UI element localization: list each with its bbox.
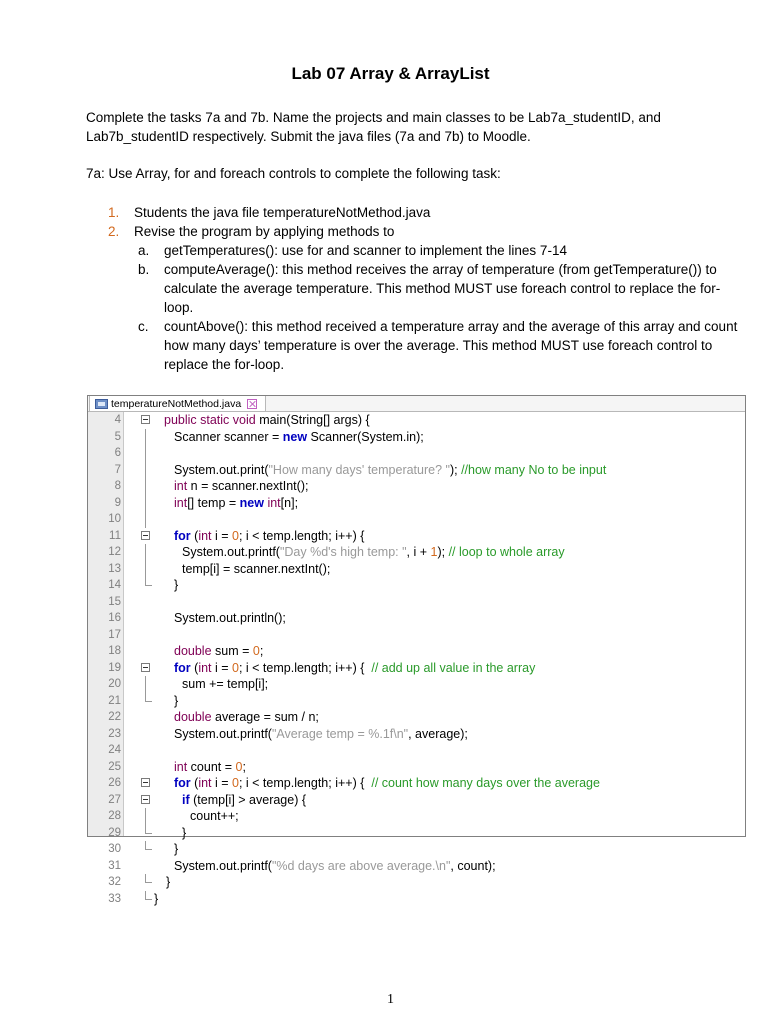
line-number: 24 <box>108 744 121 756</box>
code-token: if <box>182 792 190 807</box>
code-token: for <box>174 528 191 543</box>
code-token: count++; <box>190 809 239 823</box>
code-token: Scanner scanner = <box>174 429 283 444</box>
code-line <box>88 429 745 446</box>
code-token: ( <box>190 528 199 543</box>
line-number: 6 <box>114 447 121 459</box>
line-number: 4 <box>114 414 121 426</box>
code-token: Scanner(System.in); <box>307 429 424 444</box>
code-token: 0 <box>235 759 243 774</box>
line-number: 11 <box>109 529 121 542</box>
java-file-icon <box>95 399 108 409</box>
code-token: 1 <box>430 545 438 559</box>
line-number: 12 <box>108 546 121 558</box>
list-number: 1. <box>108 205 120 220</box>
line-number: 20 <box>108 678 121 690</box>
code-token: ); <box>449 462 462 477</box>
code-line <box>88 495 745 512</box>
code-lines <box>88 412 745 907</box>
sub-list-letter: c. <box>138 319 149 334</box>
line-number: 32 <box>108 876 121 888</box>
list-item <box>108 203 748 222</box>
code-token: [n]; <box>280 495 299 510</box>
code-token: 0 <box>252 644 260 658</box>
sub-list-item <box>138 241 748 260</box>
code-line <box>88 445 745 462</box>
code-token: , count); <box>450 858 496 873</box>
line-number: 9 <box>114 496 121 509</box>
fold-toggle-icon[interactable] <box>141 663 150 672</box>
line-number: 33 <box>108 892 121 905</box>
list-number: 2. <box>108 224 120 239</box>
line-number: 7 <box>114 463 121 476</box>
list-item <box>108 222 748 241</box>
document-title: Lab 07 Array & ArrayList <box>291 64 490 83</box>
code-token: i = <box>211 528 233 543</box>
code-token: System.out.print( <box>174 462 269 477</box>
code-line <box>88 792 745 809</box>
page-number: 1 <box>387 992 394 1007</box>
line-number: 19 <box>108 661 121 674</box>
code-line <box>88 841 745 858</box>
code-token: ; i < temp.length; i++) { <box>238 660 372 675</box>
code-line <box>88 660 745 677</box>
sub-list-text: computeAverage(): this method receives the array of temperature (from getTemperature()) to calculate the average temperature. This method MUST use foreach control to replace the for-loop. <box>164 262 721 315</box>
code-token: } <box>182 825 187 840</box>
code-token: average = sum / n; <box>211 710 319 724</box>
code-token: int <box>198 660 212 675</box>
code-token: sum = <box>211 644 253 658</box>
line-number: 18 <box>108 645 121 657</box>
code-token: ( <box>190 776 199 790</box>
intro-paragraph: Complete the tasks 7a and 7b. Name the projects and main classes to be Lab7a_studentID, and Lab7b_studentID respectively. Submit the java files (7a and 7b) to Moodle. <box>86 110 661 144</box>
line-number: 15 <box>108 595 121 608</box>
code-line <box>88 825 745 842</box>
code-token: public static void <box>164 413 260 427</box>
line-number: 14 <box>108 579 121 591</box>
code-line <box>88 874 745 891</box>
code-token: } <box>154 891 159 906</box>
list-item-text: Revise the program by applying methods to <box>134 224 395 239</box>
code-line <box>88 775 745 792</box>
sub-list-text: getTemperatures(): use for and scanner to implement the lines 7-14 <box>164 243 567 258</box>
editor-tab-bar <box>88 396 745 412</box>
code-token: main(String[] args) { <box>259 413 370 427</box>
code-token: i = <box>211 660 233 675</box>
code-token: for <box>174 660 191 675</box>
code-line <box>88 643 745 660</box>
code-token: //how many No to be input <box>461 462 607 477</box>
code-line <box>88 511 745 528</box>
code-line <box>88 891 745 908</box>
line-number: 27 <box>108 793 121 806</box>
code-token: 0 <box>232 528 239 543</box>
code-line <box>88 478 745 495</box>
code-token: // count how many days over the average <box>371 776 600 790</box>
sub-list-item <box>138 317 748 374</box>
code-token: System.out.printf( <box>174 726 272 741</box>
code-token: } <box>166 875 171 889</box>
code-token: double <box>174 644 212 658</box>
code-line <box>88 544 745 561</box>
code-token: , i + <box>406 545 431 559</box>
line-number: 30 <box>108 843 121 855</box>
code-token: ( <box>190 660 199 675</box>
code-token: ; <box>259 644 264 658</box>
code-token: "%d days are above average.\n" <box>271 858 451 873</box>
code-line <box>88 528 745 545</box>
code-token: "How many days' temperature? " <box>268 462 450 477</box>
code-token: } <box>174 578 179 592</box>
code-line <box>88 693 745 710</box>
fold-toggle-icon[interactable] <box>141 415 150 424</box>
line-number: 10 <box>108 513 121 525</box>
code-token: 0 <box>232 776 239 790</box>
line-number: 5 <box>114 430 121 443</box>
code-editor-screenshot <box>87 395 746 906</box>
sub-list-letter: b. <box>138 262 150 277</box>
fold-toggle-icon[interactable] <box>141 795 150 804</box>
line-number: 28 <box>108 810 121 822</box>
code-token: ; i < temp.length; i++) { <box>238 528 365 543</box>
editor-tab-label: temperatureNotMethod.java <box>111 397 242 410</box>
sub-list-letter: a. <box>138 243 150 258</box>
task-7a-heading: 7a: Use Array, for and foreach controls to complete the following task: <box>86 166 501 181</box>
code-token: } <box>174 693 179 708</box>
line-number: 31 <box>108 859 121 872</box>
code-line <box>88 808 745 825</box>
code-token: new <box>239 495 264 510</box>
sub-list-item <box>138 260 748 317</box>
code-line <box>88 676 745 693</box>
code-token: // add up all value in the array <box>371 660 536 675</box>
code-token: count = <box>187 759 236 774</box>
code-token: ; i < temp.length; i++) { <box>238 776 372 790</box>
code-token: int <box>174 479 188 493</box>
line-number: 17 <box>108 628 121 641</box>
list-item-text: Students the java file temperatureNotMethod.java <box>134 205 431 220</box>
code-token: temp[i] = scanner.nextInt(); <box>182 561 331 576</box>
code-token: n = scanner.nextInt(); <box>187 479 309 493</box>
code-line <box>88 412 745 429</box>
task-list <box>108 203 748 374</box>
code-line <box>88 561 745 578</box>
code-token: double <box>174 710 212 724</box>
code-token: // loop to whole array <box>448 545 565 559</box>
fold-toggle-icon[interactable] <box>141 531 150 540</box>
sub-list <box>108 241 748 374</box>
code-line <box>88 709 745 726</box>
code-line <box>88 462 745 479</box>
code-line <box>88 610 745 627</box>
editor-tab[interactable] <box>89 396 266 411</box>
line-number: 29 <box>108 826 121 839</box>
code-line <box>88 759 745 776</box>
code-token: int <box>198 776 212 790</box>
code-token: ); <box>437 545 449 559</box>
code-token: "Day %d's high temp: " <box>279 545 407 559</box>
code-token: , average); <box>408 726 468 741</box>
code-token: (temp[i] > average) { <box>189 792 307 807</box>
code-line <box>88 627 745 644</box>
code-line <box>88 577 745 594</box>
line-number: 22 <box>108 711 121 723</box>
code-token: new <box>282 429 308 444</box>
code-token: int <box>174 495 188 510</box>
line-number: 25 <box>108 760 121 773</box>
code-token: sum += temp[i]; <box>182 677 269 691</box>
code-token: 0 <box>232 660 239 675</box>
code-token: } <box>174 842 179 856</box>
code-line <box>88 742 745 759</box>
sub-list-text: countAbove(): this method received a temperature array and the average of this array and count how many days’ temperature is over the average. This method MUST use foreach control to replace the for-loop. <box>164 319 738 372</box>
line-number: 23 <box>108 727 121 740</box>
line-number: 13 <box>108 562 121 575</box>
line-number: 26 <box>108 777 121 789</box>
code-token: System.out.println(); <box>174 611 286 625</box>
line-number: 8 <box>114 480 121 492</box>
code-token: System.out.printf( <box>182 545 280 559</box>
code-token: ; <box>242 759 246 774</box>
code-token: [] temp = <box>187 495 240 510</box>
code-token: System.out.printf( <box>174 858 272 873</box>
code-token: int <box>174 759 188 774</box>
line-number: 16 <box>108 612 121 624</box>
code-line <box>88 858 745 875</box>
code-token: for <box>174 776 191 790</box>
line-number: 21 <box>108 694 121 707</box>
fold-toggle-icon[interactable] <box>141 778 150 787</box>
code-token: int <box>263 495 281 510</box>
code-token: int <box>198 528 212 543</box>
code-token: i = <box>211 776 233 790</box>
code-line <box>88 726 745 743</box>
code-token: "Average temp = %.1f\n" <box>271 726 409 741</box>
close-icon[interactable] <box>247 399 257 409</box>
code-line <box>88 594 745 611</box>
